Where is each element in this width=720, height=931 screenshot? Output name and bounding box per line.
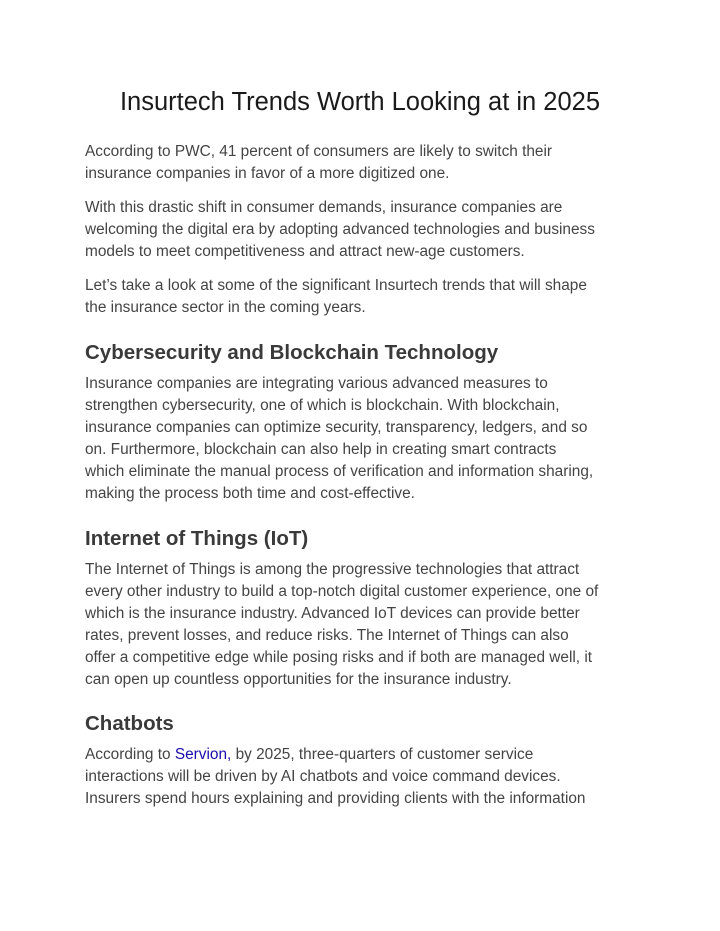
- text-line: the insurance sector in the coming years.: [85, 299, 366, 316]
- text-line: insurance companies in favor of a more digitized one.: [85, 165, 450, 182]
- text-line: insurance companies can optimize security, transparency, ledgers, and so: [85, 419, 588, 436]
- text-line: The Internet of Things is among the progressive technologies that attract: [85, 561, 580, 578]
- text-line: According to PWC, 41 percent of consumers are likely to switch their: [85, 143, 553, 160]
- text-line: every other industry to build a top-notch digital customer experience, one of: [85, 583, 599, 600]
- text-line: [85, 744, 645, 766]
- intro-paragraph-2: [85, 197, 645, 263]
- section-heading-chatbots: Chatbots: [85, 712, 174, 735]
- servion-link[interactable]: Servion,: [174, 746, 232, 763]
- intro-paragraph-1: [85, 141, 645, 185]
- section-heading-cybersecurity: Cybersecurity and Blockchain Technology: [85, 341, 499, 364]
- intro-paragraph-3: [85, 275, 645, 319]
- text-line: which is the insurance industry. Advanced IoT devices can provide better: [85, 605, 580, 622]
- text-line: making the process both time and cost-effective.: [85, 485, 415, 502]
- text-line: rates, prevent losses, and reduce risks. The Internet of Things can also: [85, 627, 569, 644]
- text-line: strengthen cybersecurity, one of which is blockchain. With blockchain,: [85, 397, 560, 414]
- text-fragment: According to: [85, 746, 175, 763]
- document-title: Insurtech Trends Worth Looking at in 2025: [119, 88, 601, 116]
- text-line: models to meet competitiveness and attract new-age customers.: [85, 243, 525, 260]
- section-body-cybersecurity: [85, 373, 645, 505]
- text-line: With this drastic shift in consumer demands, insurance companies are: [85, 199, 563, 216]
- text-line: Insurers spend hours explaining and providing clients with the information: [85, 790, 586, 807]
- text-fragment: by 2025, three-quarters of customer service: [231, 746, 534, 763]
- text-line: interactions will be driven by AI chatbots and voice command devices.: [85, 768, 561, 785]
- text-line: Let’s take a look at some of the significant Insurtech trends that will shape: [85, 277, 587, 294]
- text-line: offer a competitive edge while posing risks and if both are managed well, it: [85, 649, 593, 666]
- text-line: on. Furthermore, blockchain can also help in creating smart contracts: [85, 441, 557, 458]
- text-line: which eliminate the manual process of verification and information sharing,: [85, 463, 594, 480]
- section-heading-iot: Internet of Things (IoT): [85, 527, 309, 550]
- section-body-iot: [85, 559, 645, 691]
- text-line: can open up countless opportunities for the insurance industry.: [85, 671, 512, 688]
- text-line: welcoming the digital era by adopting advanced technologies and business: [85, 221, 595, 238]
- text-line: Insurance companies are integrating various advanced measures to: [85, 375, 548, 392]
- section-body-chatbots: [85, 744, 645, 810]
